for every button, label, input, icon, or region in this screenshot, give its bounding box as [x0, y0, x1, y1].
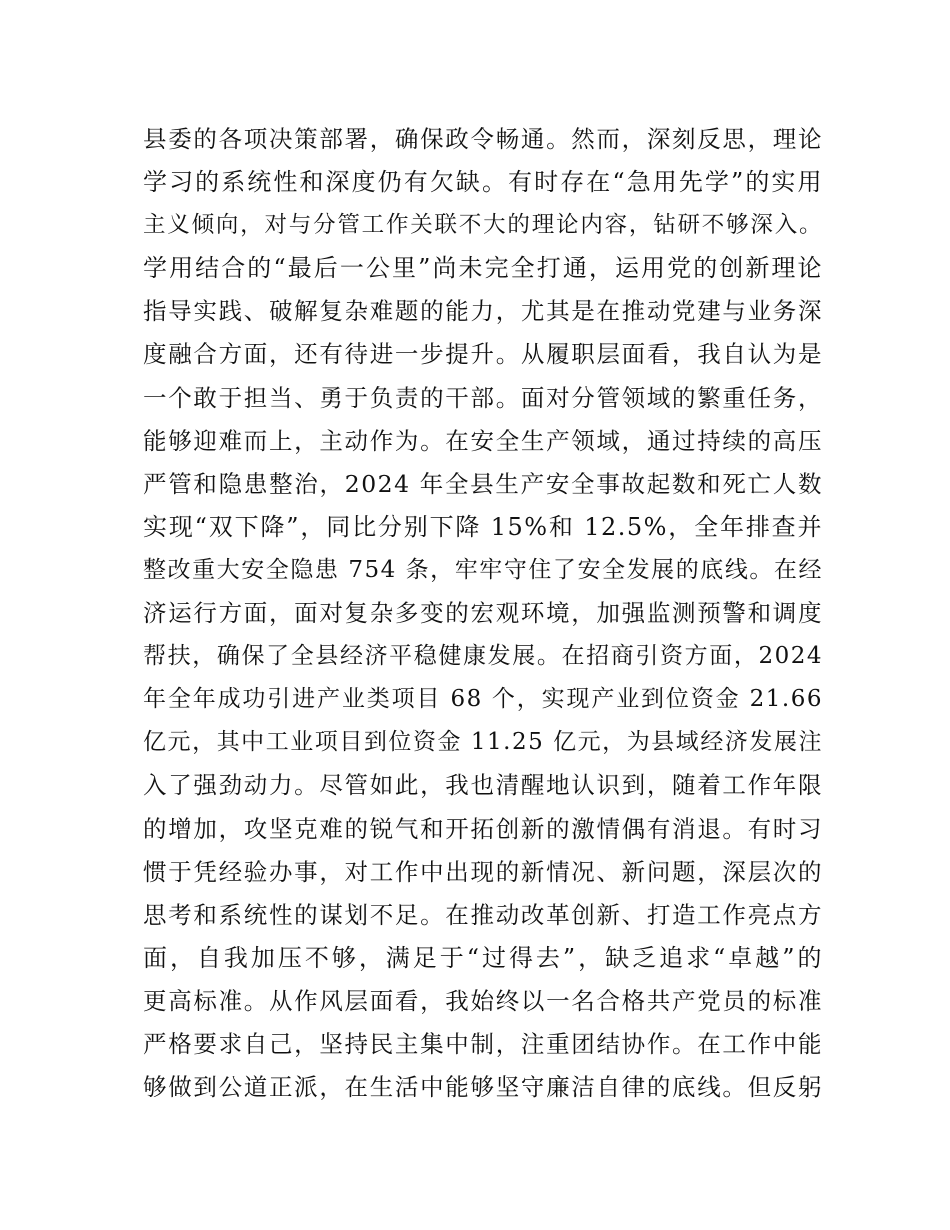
text-line: 的增加，攻坚克难的锐气和开拓创新的激情偶有消退。有时习: [143, 814, 823, 843]
text-line: 年全年成功引进产业类项目 68 个，实现产业到位资金 21.66: [143, 686, 823, 713]
text-line: 入了强劲动力。尽管如此，我也清醒地认识到，随着工作年限: [143, 771, 823, 800]
text-line: 度融合方面，还有待进一步提升。从履职层面看，我自认为是: [143, 340, 823, 369]
text-line: 县委的各项决策部署，确保政令畅通。然而，深刻反思，理论: [143, 125, 823, 153]
text-line: 一个敢于担当、勇于负责的干部。面对分管领域的繁重任务，: [143, 383, 823, 412]
text-line: 能够迎难而上，主动作为。在安全生产领域，通过持续的高压: [143, 426, 823, 455]
text-line: 面，自我加压不够，满足于“过得去”，缺乏追求“卓越”的: [143, 943, 823, 972]
text-line: 帮扶，确保了全县经济平稳健康发展。在招商引资方面，2024: [143, 643, 823, 670]
text-line: 严格要求自己，坚持民主集中制，注重团结协作。在工作中能: [143, 1029, 823, 1058]
body-paragraph: [143, 118, 823, 1109]
text-line: 实现“双下降”，同比分别下降 15%和 12.5%，全年排查并: [143, 512, 823, 541]
text-line: 更高标准。从作风层面看，我始终以一名合格共产党员的标准: [143, 986, 823, 1015]
text-line: 亿元，其中工业项目到位资金 11.25 亿元，为县域经济发展注: [143, 729, 823, 756]
text-line: 严管和隐患整治，2024 年全县生产安全事故起数和死亡人数: [143, 469, 823, 498]
text-line: 学习的系统性和深度仍有欠缺。有时存在“急用先学”的实用: [143, 168, 823, 197]
text-line: 指导实践、破解复杂难题的能力，尤其是在推动党建与业务深: [143, 297, 823, 326]
text-line: 主义倾向，对与分管工作关联不大的理论内容，钻研不够深入。: [143, 212, 823, 239]
text-line: 学用结合的“最后一公里”尚未完全打通，运用党的创新理论: [143, 254, 823, 283]
text-line: 济运行方面，面对复杂多变的宏观环境，加强监测预警和调度: [143, 599, 823, 628]
text-line: 够做到公道正派，在生活中能够坚守廉洁自律的底线。但反躬: [143, 1073, 823, 1102]
text-line: 惯于凭经验办事，对工作中出现的新情况、新问题，深层次的: [143, 857, 823, 886]
text-line: 思考和系统性的谋划不足。在推动改革创新、打造工作亮点方: [143, 900, 823, 929]
text-line: 整改重大安全隐患 754 条，牢牢守住了安全发展的底线。在经: [143, 556, 823, 583]
